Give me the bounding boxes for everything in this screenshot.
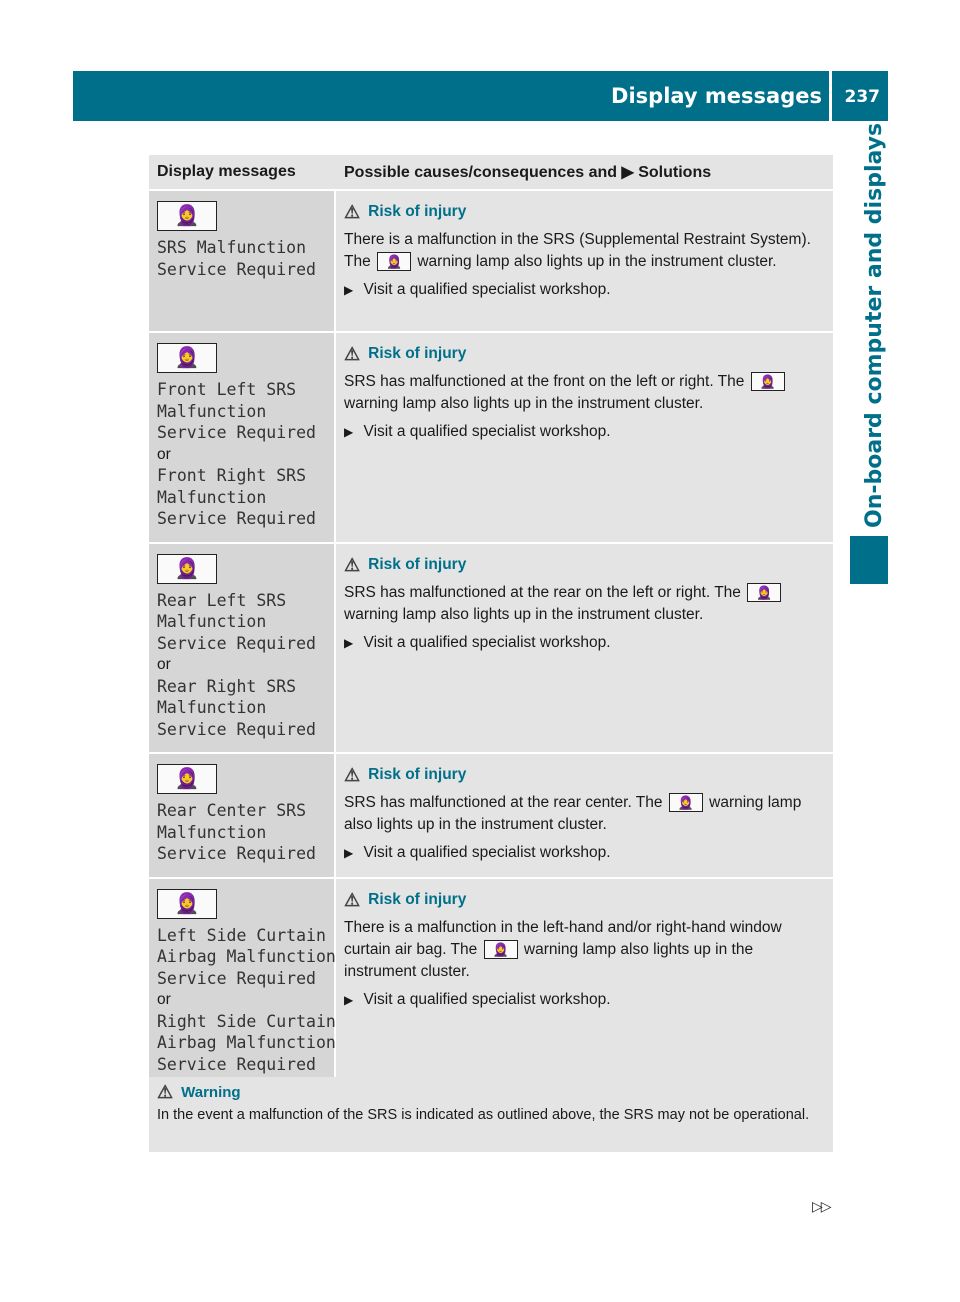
airbag-warning-icon: 🧕 bbox=[747, 583, 781, 602]
or-label: or bbox=[157, 656, 171, 673]
table-header-row bbox=[149, 155, 833, 191]
warning-heading bbox=[157, 1083, 825, 1101]
page-title: Display messages bbox=[611, 84, 822, 108]
section-tab-block bbox=[850, 536, 888, 584]
solution-cell bbox=[336, 333, 833, 544]
warning-triangle-icon: ⚠ bbox=[344, 344, 361, 364]
message-text bbox=[157, 590, 326, 655]
airbag-warning-icon: 🧕 bbox=[669, 793, 703, 812]
solution-step: ▶ Visit a qualified specialist workshop. bbox=[344, 844, 611, 861]
column-header-display-messages: Display messages bbox=[149, 155, 336, 191]
header-bar bbox=[73, 71, 888, 121]
risk-label: Risk of injury bbox=[368, 890, 467, 908]
airbag-warning-icon: 🧕 bbox=[157, 201, 217, 231]
display-message-cell bbox=[149, 333, 336, 544]
message-text bbox=[157, 379, 326, 444]
message-line: Airbag Malfunction bbox=[157, 1033, 336, 1052]
solution-step: ▶ Visit a qualified specialist workshop. bbox=[344, 633, 611, 651]
risk-label: Risk of injury bbox=[368, 766, 467, 783]
next-page-arrows-icon: ▷▷ bbox=[812, 1198, 830, 1214]
solution-step: ▶ Visit a qualified specialist workshop. bbox=[344, 990, 611, 1008]
risk-heading bbox=[344, 764, 825, 786]
table-row bbox=[149, 754, 833, 879]
message-line: Front Right SRS bbox=[157, 466, 307, 485]
message-line: Service Required bbox=[157, 719, 316, 739]
airbag-warning-icon: 🧕 bbox=[157, 343, 217, 373]
solution-step: ▶ Visit a qualified specialist workshop. bbox=[344, 423, 611, 440]
table-row bbox=[149, 544, 833, 755]
airbag-warning-icon: 🧕 bbox=[157, 764, 217, 794]
airbag-warning-icon: 🧕 bbox=[377, 252, 411, 271]
message-text bbox=[157, 800, 326, 865]
play-arrow-icon: ▶ bbox=[344, 846, 354, 860]
message-line: Malfunction bbox=[157, 698, 267, 717]
or-label: or bbox=[157, 445, 171, 463]
message-line: Rear Left SRS bbox=[157, 590, 287, 610]
alt-message-text bbox=[157, 1011, 336, 1076]
risk-heading bbox=[344, 889, 825, 911]
message-line: Service Required bbox=[157, 259, 316, 279]
cause-text: There is a malfunction in the SRS (Supplemental Restraint System). The 🧕 warning lamp also lights up in the instrument cluster. bbox=[344, 231, 811, 270]
solution-cell bbox=[336, 754, 833, 879]
risk-label: Risk of injury bbox=[368, 555, 467, 573]
airbag-warning-icon: 🧕 bbox=[157, 889, 217, 919]
play-arrow-icon: ▶ bbox=[344, 283, 354, 297]
message-line: Malfunction bbox=[157, 612, 267, 631]
message-line: Malfunction bbox=[157, 487, 267, 507]
display-message-cell bbox=[149, 879, 336, 1090]
display-message-cell bbox=[149, 544, 336, 755]
solution-cell bbox=[336, 191, 833, 333]
alt-message-text bbox=[157, 676, 326, 741]
cause-text: There is a malfunction in the left-hand and/or right-hand window curtain air bag. The 🧕 warning lamp also lights up in the instrument cluster. bbox=[344, 918, 782, 980]
risk-heading bbox=[344, 554, 825, 576]
column-header-causes-text: Possible causes/consequences and bbox=[344, 164, 618, 181]
message-text bbox=[157, 925, 336, 990]
message-line: Airbag Malfunction bbox=[157, 947, 336, 966]
display-message-cell bbox=[149, 754, 336, 879]
airbag-warning-icon: 🧕 bbox=[751, 372, 785, 391]
column-header-solutions-text: Solutions bbox=[638, 164, 712, 181]
warning-triangle-icon: ⚠ bbox=[344, 889, 361, 910]
message-line: Right Side Curtain bbox=[157, 1011, 336, 1031]
message-line: Service Required bbox=[157, 633, 316, 653]
solution-cell bbox=[336, 879, 833, 1090]
message-line: Malfunction bbox=[157, 401, 267, 421]
header-divider bbox=[829, 71, 832, 121]
airbag-warning-icon: 🧕 bbox=[484, 940, 518, 959]
risk-heading bbox=[344, 201, 825, 223]
warning-triangle-icon: ⚠ bbox=[157, 1082, 174, 1102]
play-arrow-icon: ▶ bbox=[344, 635, 354, 650]
airbag-warning-icon: 🧕 bbox=[157, 554, 217, 584]
cause-text: SRS has malfunctioned at the rear on the left or right. The 🧕 warning lamp also lights up in the instrument cluster. bbox=[344, 582, 825, 626]
risk-heading bbox=[344, 343, 825, 365]
message-line: SRS Malfunction bbox=[157, 238, 307, 257]
message-line: Service Required bbox=[157, 844, 316, 863]
table-row bbox=[149, 879, 833, 1090]
play-arrow-icon: ▶ bbox=[621, 164, 634, 181]
message-line: Rear Center SRS bbox=[157, 801, 307, 820]
warning-triangle-icon: ⚠ bbox=[344, 765, 361, 785]
message-line: Left Side Curtain bbox=[157, 925, 326, 945]
table-row bbox=[149, 333, 833, 544]
warning-triangle-icon: ⚠ bbox=[344, 554, 361, 575]
play-arrow-icon: ▶ bbox=[344, 425, 354, 439]
message-line: Service Required bbox=[157, 968, 316, 988]
risk-label: Risk of injury bbox=[368, 203, 467, 220]
table-row bbox=[149, 191, 833, 333]
display-message-cell bbox=[149, 191, 336, 333]
solution-step: ▶ Visit a qualified specialist workshop. bbox=[344, 281, 611, 298]
warning-box bbox=[149, 1077, 833, 1152]
risk-label: Risk of injury bbox=[368, 345, 467, 362]
solution-cell bbox=[336, 544, 833, 755]
message-line: Service Required bbox=[157, 509, 316, 528]
section-tab-label: On-board computer and displays bbox=[862, 122, 887, 528]
warning-text: In the event a malfunction of the SRS is indicated as outlined above, the SRS may not be operational. bbox=[157, 1107, 810, 1123]
or-label: or bbox=[157, 991, 171, 1008]
alt-message-text bbox=[157, 465, 326, 530]
message-line: Malfunction bbox=[157, 822, 267, 842]
message-line: Rear Right SRS bbox=[157, 676, 297, 696]
warning-title: Warning bbox=[181, 1083, 241, 1101]
message-text bbox=[157, 237, 326, 280]
page-number: 237 bbox=[844, 87, 880, 107]
message-line: Front Left SRS bbox=[157, 380, 297, 399]
cause-text: SRS has malfunctioned at the rear center. The 🧕 warning lamp also lights up in the instrument cluster. bbox=[344, 794, 802, 833]
play-arrow-icon: ▶ bbox=[344, 992, 354, 1007]
message-line: Service Required bbox=[157, 423, 316, 442]
message-line: Service Required bbox=[157, 1054, 316, 1074]
warning-triangle-icon: ⚠ bbox=[344, 202, 361, 222]
display-messages-table bbox=[149, 155, 833, 1089]
column-header-causes bbox=[336, 155, 833, 191]
cause-text: SRS has malfunctioned at the front on the left or right. The 🧕 warning lamp also lights up in the instrument cluster. bbox=[344, 371, 825, 415]
